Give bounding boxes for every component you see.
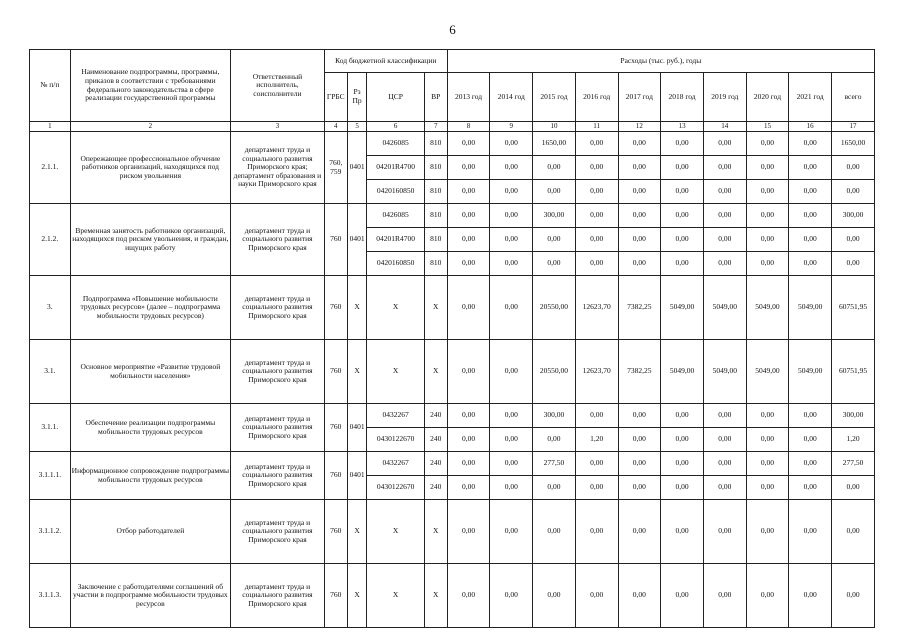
row-name: Заключение с работодателями соглашений об участии в подпрограмме мобильности трудовых ресурсов <box>70 564 230 628</box>
row-value: 300,00 <box>533 204 576 228</box>
row-csr: 04201R4700 <box>367 156 424 180</box>
row-vr: 810 <box>424 252 447 276</box>
row-value: 0,00 <box>746 500 789 564</box>
row-value: 0,00 <box>661 156 704 180</box>
row-value: 0,00 <box>661 180 704 204</box>
row-value: 0,00 <box>746 428 789 452</box>
row-value: 0,00 <box>789 428 832 452</box>
column-number: 6 <box>367 122 424 132</box>
row-value: 0,00 <box>447 228 490 252</box>
header-year: 2014 год <box>490 73 533 122</box>
table-row <box>30 204 875 228</box>
row-value: 0,00 <box>447 428 490 452</box>
row-value: 0,00 <box>575 500 618 564</box>
row-executor: департамент труда и социального развития Приморского края <box>231 404 325 452</box>
row-value: 0,00 <box>533 476 576 500</box>
row-value: 0,00 <box>789 564 832 628</box>
row-value: 0,00 <box>703 180 746 204</box>
row-value: 5049,00 <box>703 340 746 404</box>
row-vr: 810 <box>424 228 447 252</box>
row-rzpr: X <box>347 500 367 564</box>
row-value: 0,00 <box>661 404 704 428</box>
row-value: 0,00 <box>447 276 490 340</box>
column-number: 4 <box>324 122 347 132</box>
row-value: 12623,70 <box>575 340 618 404</box>
row-rzpr: 0401 <box>347 404 367 452</box>
row-number: 3. <box>30 276 71 340</box>
row-vr: 810 <box>424 156 447 180</box>
row-value: 0,00 <box>575 564 618 628</box>
row-value: 0,00 <box>618 204 661 228</box>
row-value: 0,00 <box>533 228 576 252</box>
row-value: 0,00 <box>533 428 576 452</box>
row-value: 0,00 <box>746 156 789 180</box>
row-value: 0,00 <box>618 156 661 180</box>
row-grbs: 760 <box>324 564 347 628</box>
row-value: 0,00 <box>703 204 746 228</box>
row-executor: департамент труда и социального развития Приморского края <box>231 500 325 564</box>
row-value: 0,00 <box>490 428 533 452</box>
row-value: 0,00 <box>703 252 746 276</box>
header-rzpr: Рз Пр <box>347 73 367 122</box>
row-vr: 810 <box>424 132 447 156</box>
row-name: Обеспечение реализации подпрограммы мобильности трудовых ресурсов <box>70 404 230 452</box>
row-value: 0,00 <box>533 500 576 564</box>
row-value: 0,00 <box>447 204 490 228</box>
header-expenses: Расходы (тыс. руб.), годы <box>447 50 874 73</box>
row-value: 0,00 <box>703 564 746 628</box>
row-value: 5049,00 <box>789 276 832 340</box>
row-value: 0,00 <box>789 180 832 204</box>
row-value: 0,00 <box>533 564 576 628</box>
row-value: 0,00 <box>789 452 832 476</box>
row-value: 0,00 <box>447 476 490 500</box>
header-num: № п/п <box>30 50 71 122</box>
row-value: 0,00 <box>832 252 875 276</box>
column-number: 12 <box>618 122 661 132</box>
header-year: 2015 год <box>533 73 576 122</box>
row-value: 0,00 <box>661 428 704 452</box>
row-value: 7382,25 <box>618 276 661 340</box>
row-value: 0,00 <box>703 156 746 180</box>
row-value: 1650,00 <box>533 132 576 156</box>
row-number: 3.1.1.3. <box>30 564 71 628</box>
row-value: 0,00 <box>490 500 533 564</box>
row-value: 0,00 <box>746 452 789 476</box>
row-csr: 0420160850 <box>367 252 424 276</box>
row-value: 0,00 <box>618 228 661 252</box>
header-year: 2019 год <box>703 73 746 122</box>
row-executor: департамент труда и социального развития Приморского края <box>231 340 325 404</box>
row-value: 0,00 <box>746 228 789 252</box>
row-value: 0,00 <box>575 252 618 276</box>
row-value: 0,00 <box>661 564 704 628</box>
row-value: 0,00 <box>447 452 490 476</box>
row-value: 0,00 <box>789 156 832 180</box>
row-number: 3.1.1. <box>30 404 71 452</box>
row-value: 60751,95 <box>832 276 875 340</box>
row-executor: департамент труда и социального развития Приморского края <box>231 564 325 628</box>
row-value: 0,00 <box>575 404 618 428</box>
header-csr: ЦСР <box>367 73 424 122</box>
row-value: 0,00 <box>447 340 490 404</box>
row-value: 0,00 <box>789 404 832 428</box>
table-row <box>30 500 875 564</box>
row-value: 0,00 <box>618 428 661 452</box>
row-csr: 0426085 <box>367 132 424 156</box>
row-executor: департамент труда и социального развития Приморского края <box>231 276 325 340</box>
row-value: 0,00 <box>832 228 875 252</box>
row-value: 0,00 <box>703 500 746 564</box>
header-year: 2017 год <box>618 73 661 122</box>
row-value: 0,00 <box>618 252 661 276</box>
column-number: 10 <box>533 122 576 132</box>
row-value: 0,00 <box>490 476 533 500</box>
header-executor: Ответственный исполнитель, соисполнители <box>231 50 325 122</box>
row-value: 0,00 <box>575 452 618 476</box>
row-number: 3.1. <box>30 340 71 404</box>
row-name: Информационное сопровождение подпрограммы мобильности трудовых ресурсов <box>70 452 230 500</box>
row-value: 0,00 <box>703 428 746 452</box>
row-value: 0,00 <box>746 404 789 428</box>
column-number: 5 <box>347 122 367 132</box>
table-row <box>30 132 875 156</box>
row-vr: 240 <box>424 428 447 452</box>
row-value: 0,00 <box>832 180 875 204</box>
table-row <box>30 452 875 476</box>
row-value: 0,00 <box>490 132 533 156</box>
row-value: 0,00 <box>661 452 704 476</box>
row-csr: 0430122670 <box>367 476 424 500</box>
row-value: 0,00 <box>832 476 875 500</box>
header-vr: ВР <box>424 73 447 122</box>
row-value: 0,00 <box>575 156 618 180</box>
row-name: Временная занятость работников организаций, находящихся под риском увольнения, и граждан, ищущих работу <box>70 204 230 276</box>
row-rzpr: 0401 <box>347 204 367 276</box>
row-value: 0,00 <box>490 252 533 276</box>
header-grbs: ГРБС <box>324 73 347 122</box>
row-value: 0,00 <box>490 564 533 628</box>
row-csr: 0426085 <box>367 204 424 228</box>
row-value: 1,20 <box>832 428 875 452</box>
header-year: 2018 год <box>661 73 704 122</box>
row-value: 0,00 <box>447 156 490 180</box>
row-vr: 810 <box>424 204 447 228</box>
table-row <box>30 404 875 428</box>
row-grbs: 760 <box>324 452 347 500</box>
header-name: Наименование подпрограммы, программы, приказов в соответствии с требованиями федерального законодательства в сфере реализации государственной программы <box>70 50 230 122</box>
row-value: 0,00 <box>618 132 661 156</box>
row-value: 0,00 <box>490 156 533 180</box>
column-number: 17 <box>832 122 875 132</box>
row-value: 0,00 <box>533 156 576 180</box>
row-value: 0,00 <box>618 404 661 428</box>
row-value: 0,00 <box>490 204 533 228</box>
row-value: 0,00 <box>575 228 618 252</box>
row-number: 3.1.1.2. <box>30 500 71 564</box>
row-vr: X <box>424 564 447 628</box>
row-grbs: 760 <box>324 500 347 564</box>
row-value: 20550,00 <box>533 340 576 404</box>
row-value: 5049,00 <box>703 276 746 340</box>
row-grbs: 760 <box>324 276 347 340</box>
row-value: 0,00 <box>661 252 704 276</box>
row-csr: X <box>367 500 424 564</box>
header-budget-code: Код бюджетной классификации <box>324 50 447 73</box>
row-grbs: 760 <box>324 340 347 404</box>
row-value: 277,50 <box>832 452 875 476</box>
row-executor: департамент труда и социального развития Приморского края <box>231 204 325 276</box>
row-executor: департамент труда и социального развития Приморского края <box>231 452 325 500</box>
column-number: 2 <box>70 122 230 132</box>
header-year: всего <box>832 73 875 122</box>
row-value: 5049,00 <box>661 276 704 340</box>
row-value: 0,00 <box>490 180 533 204</box>
column-number: 8 <box>447 122 490 132</box>
row-value: 0,00 <box>789 132 832 156</box>
column-number: 9 <box>490 122 533 132</box>
row-value: 0,00 <box>447 564 490 628</box>
row-value: 0,00 <box>703 228 746 252</box>
row-rzpr: X <box>347 564 367 628</box>
row-vr: 240 <box>424 404 447 428</box>
row-value: 0,00 <box>789 476 832 500</box>
header-year: 2016 год <box>575 73 618 122</box>
row-number: 3.1.1.1. <box>30 452 71 500</box>
row-rzpr: 0401 <box>347 452 367 500</box>
row-executor: департамент труда и социального развития Приморского края; департамент образования и науки Приморского края <box>231 132 325 204</box>
row-value: 0,00 <box>746 564 789 628</box>
row-value: 0,00 <box>661 132 704 156</box>
row-value: 5049,00 <box>661 340 704 404</box>
row-value: 5049,00 <box>746 276 789 340</box>
row-name: Подпрограмма «Повышение мобильности трудовых ресурсов» (далее – подпрограмма мобильности трудовых ресурсов) <box>70 276 230 340</box>
row-value: 0,00 <box>618 564 661 628</box>
row-value: 277,50 <box>533 452 576 476</box>
column-number: 11 <box>575 122 618 132</box>
row-name: Опережающее профессиональное обучение работников организаций, находящихся под риском увольнения <box>70 132 230 204</box>
row-vr: X <box>424 340 447 404</box>
row-value: 0,00 <box>618 476 661 500</box>
row-name: Основное мероприятие «Развитие трудовой мобильности населения» <box>70 340 230 404</box>
row-value: 0,00 <box>490 404 533 428</box>
row-value: 0,00 <box>746 180 789 204</box>
row-vr: 810 <box>424 180 447 204</box>
column-number: 15 <box>746 122 789 132</box>
row-csr: 04201R4700 <box>367 228 424 252</box>
row-value: 300,00 <box>533 404 576 428</box>
row-value: 0,00 <box>575 204 618 228</box>
table-row <box>30 276 875 340</box>
row-number: 2.1.2. <box>30 204 71 276</box>
row-value: 0,00 <box>746 476 789 500</box>
row-csr: 0430122670 <box>367 428 424 452</box>
row-csr: X <box>367 276 424 340</box>
row-value: 0,00 <box>447 180 490 204</box>
row-value: 0,00 <box>490 452 533 476</box>
column-number: 7 <box>424 122 447 132</box>
row-value: 1650,00 <box>832 132 875 156</box>
row-rzpr: 0401 <box>347 132 367 204</box>
row-value: 0,00 <box>618 500 661 564</box>
row-value: 0,00 <box>618 452 661 476</box>
row-grbs: 760 <box>324 204 347 276</box>
row-value: 60751,95 <box>832 340 875 404</box>
row-value: 0,00 <box>746 204 789 228</box>
row-value: 0,00 <box>533 180 576 204</box>
column-number: 1 <box>30 122 71 132</box>
row-value: 5049,00 <box>746 340 789 404</box>
row-rzpr: X <box>347 340 367 404</box>
row-vr: 240 <box>424 476 447 500</box>
row-value: 20550,00 <box>533 276 576 340</box>
page-number: 6 <box>449 22 456 37</box>
row-number: 2.1.1. <box>30 132 71 204</box>
header-year: 2013 год <box>447 73 490 122</box>
row-value: 300,00 <box>832 404 875 428</box>
row-value: 12623,70 <box>575 276 618 340</box>
row-value: 0,00 <box>789 204 832 228</box>
row-value: 0,00 <box>832 564 875 628</box>
row-value: 0,00 <box>789 500 832 564</box>
row-value: 0,00 <box>447 404 490 428</box>
row-value: 0,00 <box>703 476 746 500</box>
row-value: 300,00 <box>832 204 875 228</box>
row-value: 0,00 <box>832 156 875 180</box>
row-grbs: 760, 759 <box>324 132 347 204</box>
row-csr: 0420160850 <box>367 180 424 204</box>
row-value: 0,00 <box>575 132 618 156</box>
table-row <box>30 340 875 404</box>
row-value: 0,00 <box>832 500 875 564</box>
row-grbs: 760 <box>324 404 347 452</box>
column-number: 13 <box>661 122 704 132</box>
row-value: 0,00 <box>661 204 704 228</box>
row-vr: 240 <box>424 452 447 476</box>
row-value: 0,00 <box>575 476 618 500</box>
row-value: 1,20 <box>575 428 618 452</box>
row-value: 0,00 <box>661 228 704 252</box>
column-number: 16 <box>789 122 832 132</box>
row-value: 0,00 <box>789 252 832 276</box>
row-value: 0,00 <box>661 476 704 500</box>
row-value: 0,00 <box>490 340 533 404</box>
row-csr: 0432267 <box>367 452 424 476</box>
header-year: 2020 год <box>746 73 789 122</box>
row-value: 0,00 <box>447 132 490 156</box>
row-value: 0,00 <box>447 252 490 276</box>
row-vr: X <box>424 276 447 340</box>
row-value: 0,00 <box>746 252 789 276</box>
row-value: 0,00 <box>575 180 618 204</box>
row-value: 0,00 <box>703 452 746 476</box>
header-year: 2021 год <box>789 73 832 122</box>
row-csr: X <box>367 340 424 404</box>
row-value: 0,00 <box>490 228 533 252</box>
row-value: 0,00 <box>533 252 576 276</box>
row-value: 0,00 <box>618 180 661 204</box>
row-value: 0,00 <box>703 132 746 156</box>
row-value: 0,00 <box>490 276 533 340</box>
row-value: 0,00 <box>703 404 746 428</box>
row-rzpr: X <box>347 276 367 340</box>
row-csr: X <box>367 564 424 628</box>
column-number: 14 <box>703 122 746 132</box>
column-number: 3 <box>231 122 325 132</box>
row-vr: X <box>424 500 447 564</box>
table-row <box>30 564 875 628</box>
budget-table <box>29 49 875 628</box>
row-value: 0,00 <box>746 132 789 156</box>
row-csr: 0432267 <box>367 404 424 428</box>
row-name: Отбор работодателей <box>70 500 230 564</box>
row-value: 0,00 <box>661 500 704 564</box>
row-value: 0,00 <box>789 228 832 252</box>
row-value: 7382,25 <box>618 340 661 404</box>
row-value: 5049,00 <box>789 340 832 404</box>
row-value: 0,00 <box>447 500 490 564</box>
